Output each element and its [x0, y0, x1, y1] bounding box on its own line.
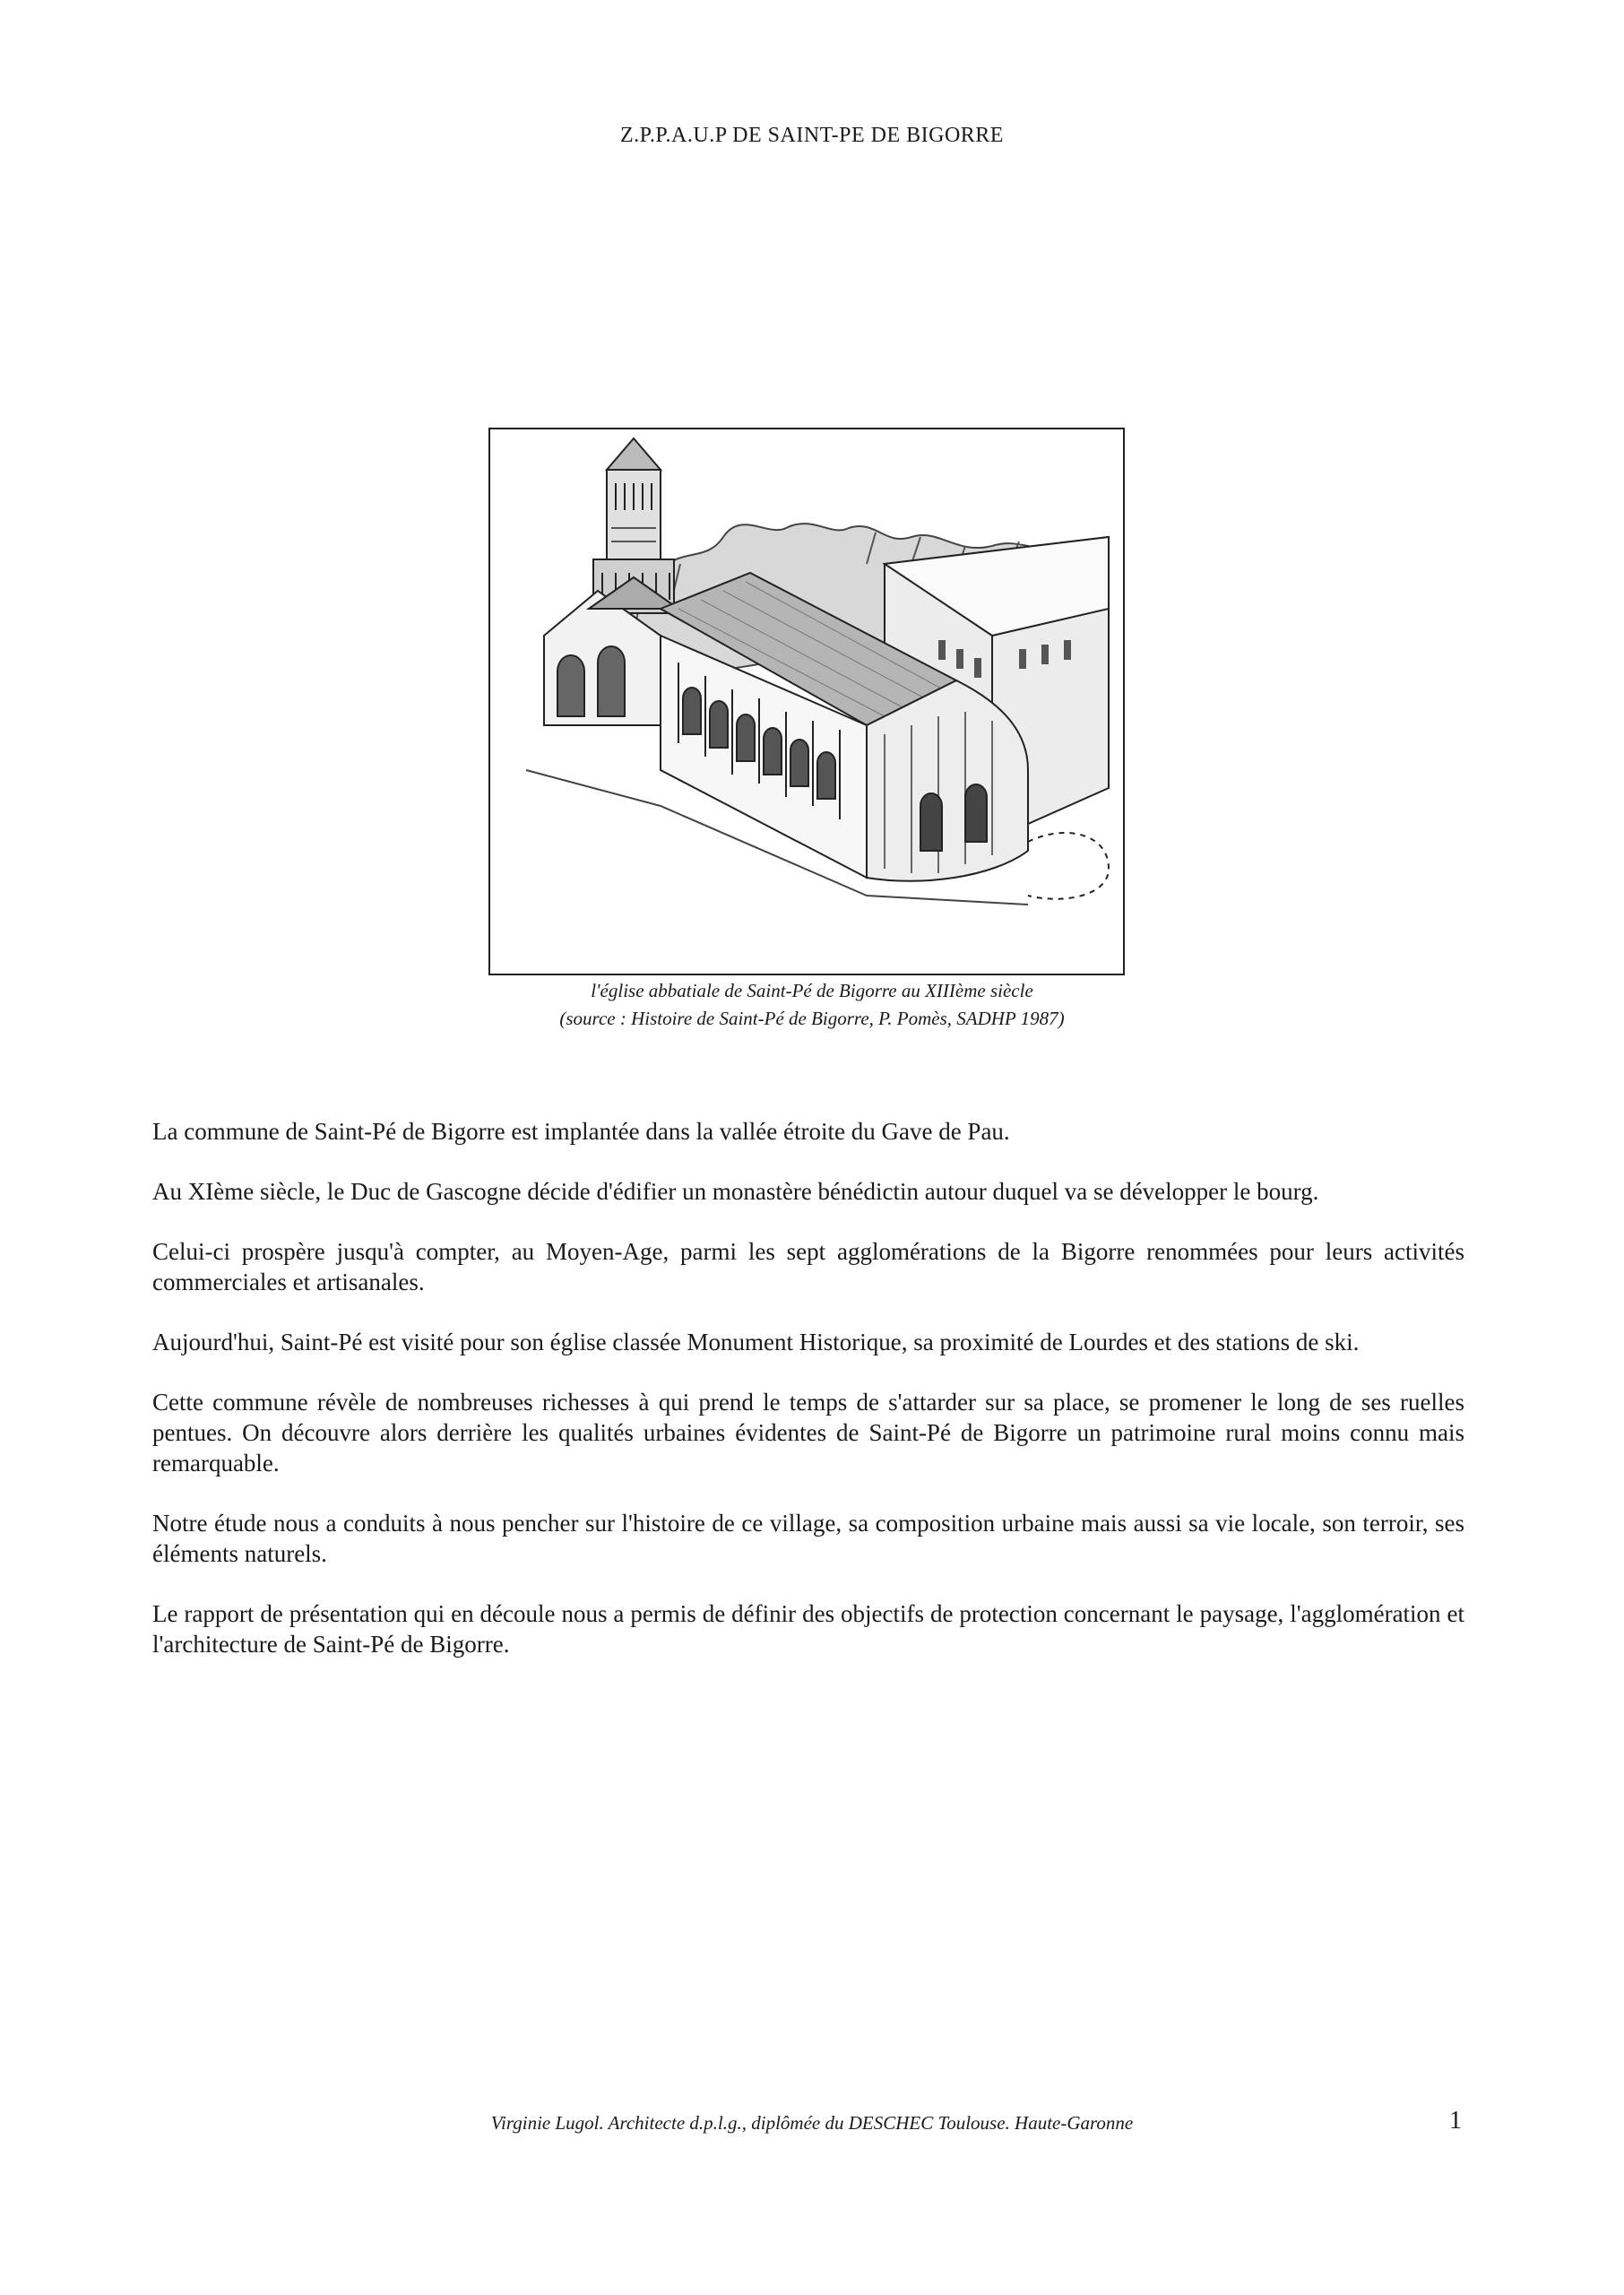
page-number: 1: [1449, 2107, 1462, 2135]
paragraph: La commune de Saint-Pé de Bigorre est implantée dans la vallée étroite du Gave de Pau.: [152, 1118, 1010, 1145]
caption-source: (source : Histoire de Saint-Pé de Bigorre, P. Pomès, SADHP 1987): [559, 1008, 1065, 1029]
footer-credit: Virginie Lugol. Architecte d.p.l.g., diplômée du DESCHEC Toulouse. Haute-Garonne: [490, 2112, 1134, 2134]
figure-caption: [0, 977, 1624, 1033]
abbey-church-illustration: [490, 429, 1123, 974]
paragraph: Le rapport de présentation qui en découle nous a permis de définir des objectifs de protection concernant le paysage, l'agglomération et l'architecture de Saint-Pé de Bigorre.: [152, 1600, 1464, 1658]
body-text: [152, 1116, 1464, 1689]
paragraph: Cette commune révèle de nombreuses richesses à qui prend le temps de s'attarder sur sa place, se promener le long de ses ruelles pentues. On découvre alors derrière les qualités urbaines évidentes de Saint-Pé de Bigorre un patrimoine rural moins connu mais remarquable.: [152, 1389, 1464, 1477]
paragraph: Aujourd'hui, Saint-Pé est visité pour son église classée Monument Historique, sa proximité de Lourdes et des stations de ski.: [152, 1329, 1360, 1355]
figure-frame: [488, 428, 1125, 975]
paragraph: Au XIème siècle, le Duc de Gascogne décide d'édifier un monastère bénédictin autour duquel va se développer le bourg.: [152, 1178, 1319, 1205]
caption-title: l'église abbatiale de Saint-Pé de Bigorre au XIIIème siècle: [591, 980, 1033, 1001]
page-header: Z.P.P.A.U.P DE SAINT-PE DE BIGORRE: [620, 124, 1004, 147]
paragraph: Celui-ci prospère jusqu'à compter, au Moyen-Age, parmi les sept agglomérations de la Bigorre renommées pour leurs activités commerciales et artisanales.: [152, 1238, 1464, 1295]
paragraph: Notre étude nous a conduits à nous pencher sur l'histoire de ce village, sa composition urbaine mais aussi sa vie locale, son terroir, ses éléments naturels.: [152, 1510, 1464, 1567]
